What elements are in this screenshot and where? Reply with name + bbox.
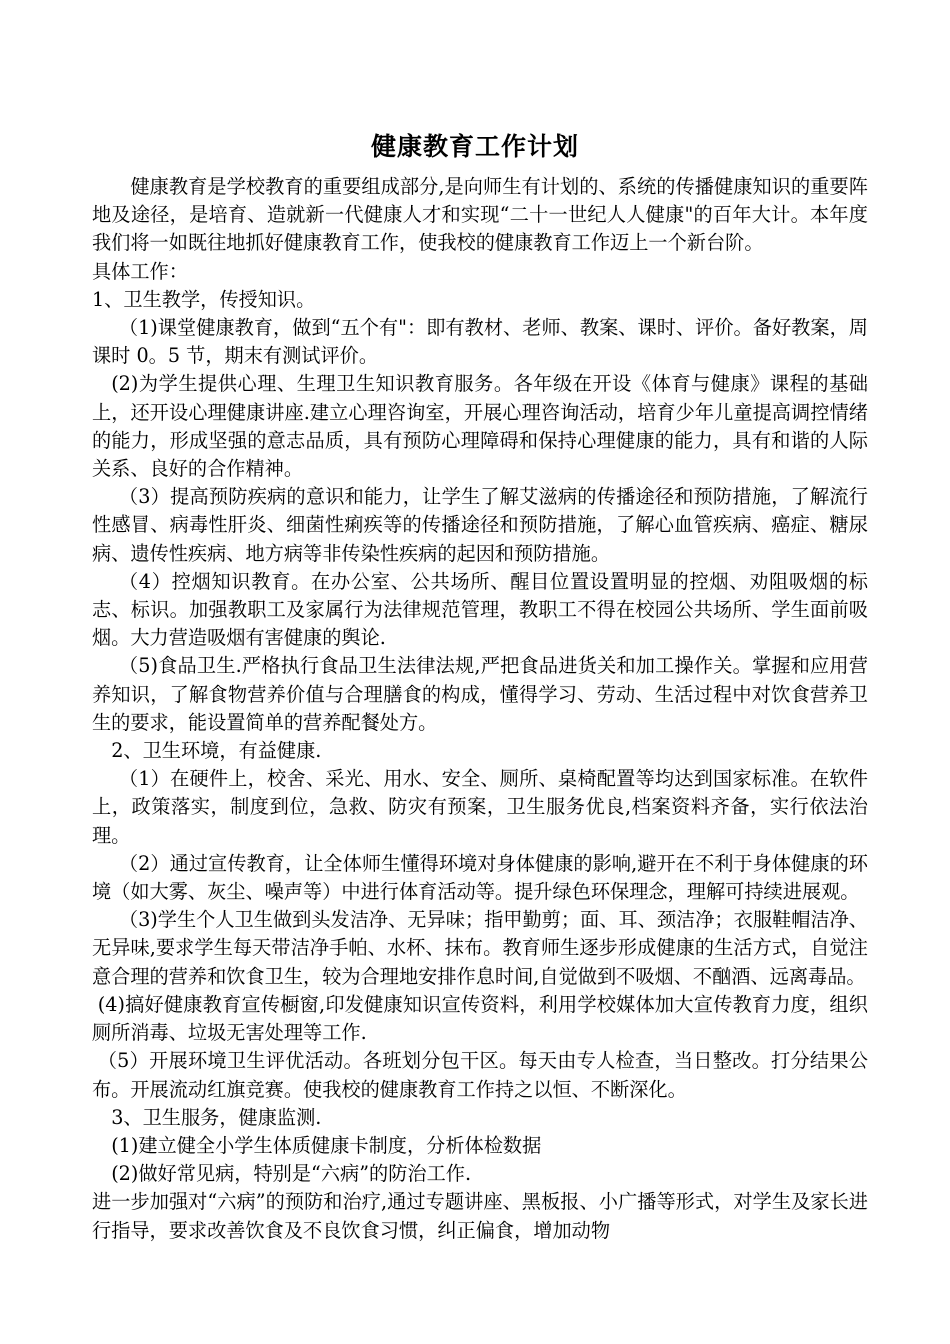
section-label: 具体工作： (92, 259, 188, 283)
item-1-3: （3）提高预防疾病的意识和能力，让学生了解艾滋病的传播途径和预防措施，了解流行性感冒、病毒性肝炎、细菌性痢疾等的传播途径和预防措施，了解心血管疾病、癌症、糖尿病、遗传性疾病、地方病等非传染性疾病的起因和预防措施。 (92, 485, 868, 565)
item-2-3: （3)学生个人卫生做到头发洁净、无异味；指甲勤剪；面、耳、颈洁净；衣服鞋帽洁净、无异味,要求学生每天带洁净手帕、水杯、抹布。教育师生逐步形成健康的生活方式，自觉注意合理的营养和饮食卫生，较为合理地安排作息时间,自觉做到不吸烟、不酗酒、远离毒品。 (92, 908, 868, 988)
document-body (92, 173, 868, 1245)
section-heading-2: 2、卫生环境，有益健康. (111, 739, 322, 763)
item-1-4: （4）控烟知识教育。在办公室、公共场所、醒目位置设置明显的控烟、劝阻吸烟的标志、标识。加强教职工及家属行为法律规范管理，教职工不得在校园公共场所、学生面前吸烟。大力营造吸烟有害健康的舆论. (92, 569, 868, 650)
item-1-5: （5)食品卫生.严格执行食品卫生法律法规,严把食品进货关和加工操作关。掌握和应用营养知识，了解食物营养价值与合理膳食的构成，懂得学习、劳动、生活过程中对饮食营养卫生的要求，能设置简单的营养配餐处方。 (92, 654, 868, 734)
item-2-2: （2）通过宣传教育，让全体师生懂得环境对身体健康的影响,避开在不利于身体健康的环境（如大雾、灰尘、噪声等）中进行体育活动等。提升绿色环保理念，理解可持续进展观。 (92, 851, 868, 904)
closing-paragraph: 进一步加强对“六病”的预防和治疗,通过专题讲座、黑板报、小广播等形式，对学生及家长进行指导，要求改善饮食及不良饮食习惯，纠正偏食，增加动物 (92, 1190, 868, 1242)
document-title: 健康教育工作计划 (370, 132, 579, 161)
item-1-2: (2)为学生提供心理、生理卫生知识教育服务。各年级在开设《体育与健康》课程的基础上，还开设心理健康讲座.建立心理咨询室，开展心理咨询活动，培育少年儿童提高调控情绪的能力，形成坚强的意志品质，具有预防心理障碍和保持心理健康的能力，具有和谐的人际关系、良好的合作精神。 (92, 372, 868, 481)
item-3-2: (2)做好常见病，特别是“六病”的防治工作. (111, 1162, 472, 1186)
item-2-5: （5）开展环境卫生评优活动。各班划分包干区。每天由专人检查，当日整改。打分结果公布。开展流动红旗竞赛。使我校的健康教育工作持之以恒、不断深化。 (92, 1049, 868, 1101)
section-heading-1: 1、卫生教学，传授知识。 (92, 287, 316, 311)
section-heading-3: 3、卫生服务，健康监测. (111, 1105, 322, 1129)
intro-paragraph: 健康教育是学校教育的重要组成部分,是向师生有计划的、系统的传播健康知识的重要阵地及途径，是培育、造就新一代健康人才和实现“二十一世纪人人健康"的百年大计。本年度我们将一如既往地抓好健康教育工作，使我校的健康教育工作迈上一个新台阶。 (92, 175, 868, 255)
item-2-4: (4)搞好健康教育宣传橱窗,印发健康知识宣传资料，利用学校媒体加大宣传教育力度，组织厕所消毒、垃圾无害处理等工作. (92, 992, 868, 1045)
item-3-1: (1)建立健全小学生体质健康卡制度，分析体检数据 (111, 1133, 542, 1157)
item-1-1: （1)课堂健康教育，做到“五个有"：即有教材、老师、教案、课时、评价。备好教案，周课时 0。5 节，期末有测试评价。 (92, 316, 868, 368)
item-2-1: （1）在硬件上，校舍、采光、用水、安全、厕所、桌椅配置等均达到国家标准。在软件上，政策落实，制度到位，急救、防灾有预案，卫生服务优良,档案资料齐备，实行依法治理。 (92, 767, 868, 847)
